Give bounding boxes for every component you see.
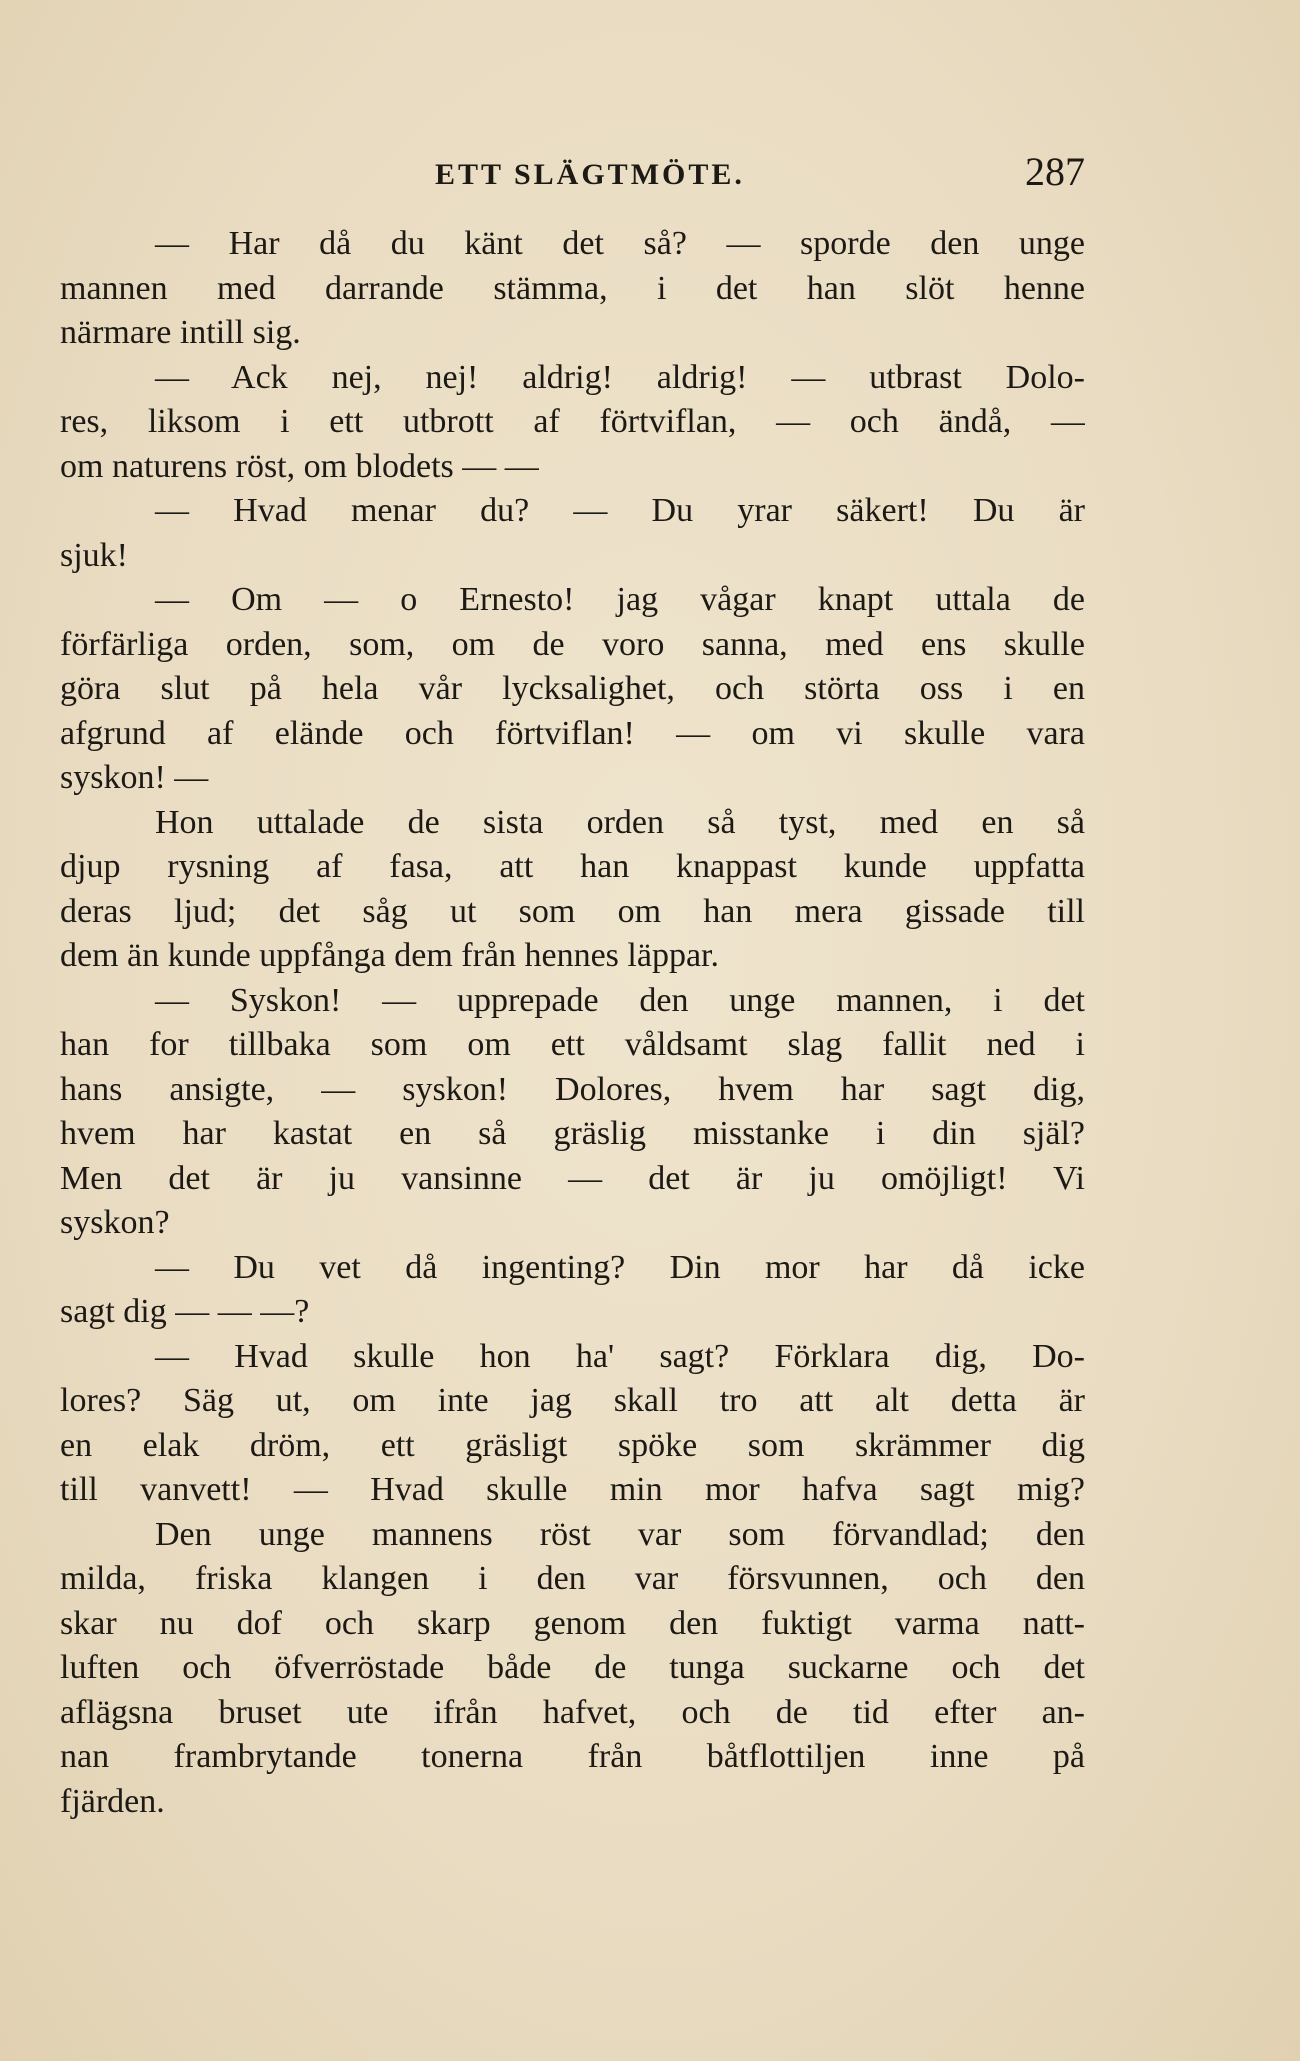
text-line: aflägsna bruset ute ifrån hafvet, och de tid efter an- bbox=[60, 1693, 1085, 1731]
text-line: skar nu dof och skarp genom den fuktigt varma natt- bbox=[60, 1604, 1085, 1642]
text-line: — Hvad menar du? — Du yrar säkert! Du är bbox=[155, 492, 1085, 529]
text-line: syskon! — bbox=[60, 759, 209, 796]
text-line: — Hvad skulle hon ha' sagt? Förklara dig, Do- bbox=[155, 1337, 1085, 1375]
text-line: Men det är ju vansinne — det är ju omöjligt! Vi bbox=[60, 1159, 1085, 1197]
text-line: — Du vet då ingenting? Din mor har då icke bbox=[155, 1248, 1085, 1286]
text-line: närmare intill sig. bbox=[60, 314, 301, 351]
text-line: mannen med darrande stämma, i det han slöt henne bbox=[60, 269, 1085, 307]
text-line: syskon? bbox=[60, 1204, 170, 1241]
text-line: han for tillbaka som om ett våldsamt slag fallit ned i bbox=[60, 1026, 1085, 1063]
text-line: Hon uttalade de sista orden så tyst, med en så bbox=[155, 803, 1085, 841]
text-line: hans ansigte, — syskon! Dolores, hvem har sagt dig, bbox=[60, 1070, 1085, 1108]
page-number: 287 bbox=[1025, 149, 1085, 194]
text-line: milda, friska klangen i den var försvunnen, och den bbox=[60, 1560, 1085, 1597]
text-line: förfärliga orden, som, om de voro sanna, med ens skulle bbox=[60, 625, 1085, 663]
text-line: fjärden. bbox=[60, 1782, 165, 1820]
body-text bbox=[60, 222, 1085, 1824]
text-line: — Om — o Ernesto! jag vågar knapt uttala de bbox=[155, 581, 1085, 618]
text-line: dem än kunde uppfånga dem från hennes läppar. bbox=[60, 937, 719, 974]
text-line: hvem har kastat en så gräslig misstanke i din själ? bbox=[60, 1115, 1085, 1152]
text-line: sjuk! bbox=[60, 536, 128, 574]
text-line: om naturens röst, om blodets — — bbox=[60, 447, 539, 485]
text-line: deras ljud; det såg ut som om han mera gissade till bbox=[60, 892, 1085, 930]
text-line: — Syskon! — upprepade den unge mannen, i det bbox=[155, 981, 1085, 1019]
text-line: afgrund af elände och förtviflan! — om vi skulle vara bbox=[60, 714, 1085, 752]
text-line: till vanvett! — Hvad skulle min mor hafva sagt mig? bbox=[60, 1471, 1085, 1508]
text-line: Den unge mannens röst var som förvandlad; den bbox=[155, 1515, 1085, 1553]
text-line: nan frambrytande tonerna från båtflottiljen inne på bbox=[60, 1738, 1085, 1775]
text-line: res, liksom i ett utbrott af förtviflan, — och ändå, — bbox=[60, 403, 1085, 440]
text-line: djup rysning af fasa, att han knappast kunde uppfatta bbox=[60, 848, 1085, 885]
text-line: — Har då du känt det så? — sporde den unge bbox=[155, 225, 1085, 262]
text-line: luften och öfverröstade både de tunga suckarne och det bbox=[60, 1649, 1085, 1686]
page-header bbox=[60, 148, 1085, 194]
text-line: en elak dröm, ett gräsligt spöke som skrämmer dig bbox=[60, 1426, 1085, 1464]
running-head: ETT SLÄGTMÖTE. bbox=[435, 158, 745, 191]
text-line: sagt dig — — —? bbox=[60, 1293, 310, 1330]
text-line: — Ack nej, nej! aldrig! aldrig! — utbrast Dolo- bbox=[155, 358, 1085, 396]
text-line: göra slut på hela vår lycksalighet, och störta oss i en bbox=[60, 670, 1085, 707]
text-line: lores? Säg ut, om inte jag skall tro att alt detta är bbox=[60, 1382, 1085, 1419]
